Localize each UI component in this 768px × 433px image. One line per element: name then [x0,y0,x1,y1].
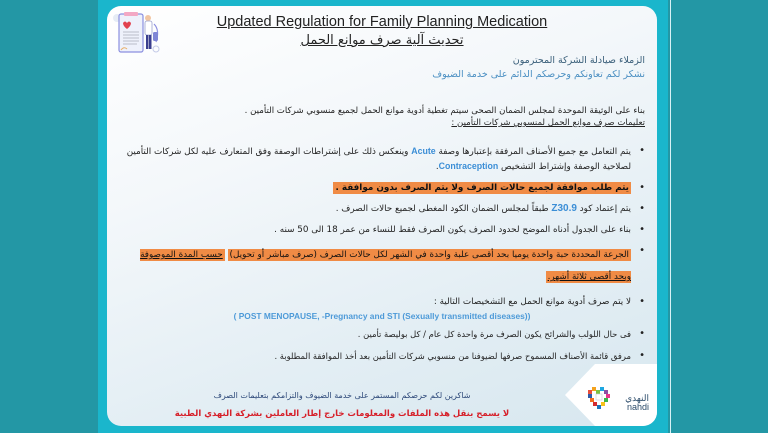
list-item [125,144,645,174]
highlighted-dose-text: الجرعة المحددة حبة واحدة يوميا بحد أقصى علبة واحدة في الشهر لكل حالات الصرف (صرف مباشر أو تحويل) [229,250,629,260]
intro-line-2: تعليمات صرف موانع الحمل لمنسوبي شركات التأمين : [451,118,645,128]
highlighted-approval-text: يتم طلب موافقة لجميع حالات الصرف ولا يتم الصرف بدون موافقة . [335,183,629,193]
greeting-line-1: الزملاء صيادلة الشركة المحترمون [512,55,645,66]
logo-name-arabic: النهدي [625,393,649,403]
frame-edge-line [670,0,671,433]
list-item [125,295,645,309]
bullet-text: وينعكس ذلك على إشتراطات الوصفة وفق المتعارف عليه لكل شركات التأمين لصلاحية الوصفة وإشتراط التشخيص [126,147,631,172]
intro-paragraph [125,105,645,129]
bullet-text: بناء على الجدول أدناه الموضح لحدود الصرف يكون الصرف فقط للنساء من عمر 18 الى 50 سنه . [274,225,631,235]
title-arabic: تحديث آلية صرف موانع الحمل [300,33,464,48]
diagnosis-code: Z30.9 [551,203,577,214]
list-item [125,223,645,237]
excluded-diagnoses: ( POST MENOPAUSE, -Pregnancy and STI (Sexually transmitted diseases)) [233,311,531,321]
nahdi-heart-logo-icon [585,384,613,412]
greeting-line-2: نشكر لكم تعاونكم وحرصكم الدائم على خدمة الضيوف [432,69,645,80]
bullet-text: يتم التعامل مع جميع الأصناف المرفقة بإعتبارها وصفة [438,147,631,157]
bullet-text: يتم إعتماد كود [579,204,631,214]
term-acute: Acute [411,146,436,156]
intro-line-1: بناء على الوثيقة الموحدة لمجلس الضمان الصحى سيتم تغطية أدوية موانع الحمل لجميع منسوبي شركات التأمين . [244,106,645,116]
footer-confidentiality-warning: لا يسمح بنقل هذه الملفات والمعلومات خارج إطار العاملين بشركة النهدي الطبية [174,409,510,419]
title-english: Updated Regulation for Family Planning Medication [216,14,548,30]
list-item: • فى حال اللولب والشرائح يكون الصرف مرة واحدة كل عام / كل بوليصة تأمين . [125,328,645,340]
list-item [125,202,645,216]
list-item [125,181,645,195]
logo-name-english: nahdi [626,402,649,412]
bullet-end: . [435,162,439,172]
instructions-list [125,144,645,316]
bullet-text: طبقاً لمجلس الضمان الكود المغطى لجميع حالات الصرف . [335,204,549,214]
highlighted-duration-text: حسب المدة الموصوفة وبحد أقصى ثلاثة أشهر. [140,250,631,282]
nahdi-logo-text [625,394,649,412]
list-item [125,244,645,288]
slide-card [107,6,657,426]
bullet-text: لا يتم صرف أدوية موانع الحمل مع التشخيصات التالية : [433,297,631,307]
footer-thanks: شاكرين لكم حرصكم المستمر على خدمة الضيوف والتزامكم بتعليمات الصرف [213,391,471,400]
list-item: • مرفق قائمة الأصناف المسموح صرفها لضيوفنا من منسوبي شركات التأمين بعد أخذ الموافقة المطلوبة . [125,350,645,362]
term-contraception: Contraception [438,161,499,171]
